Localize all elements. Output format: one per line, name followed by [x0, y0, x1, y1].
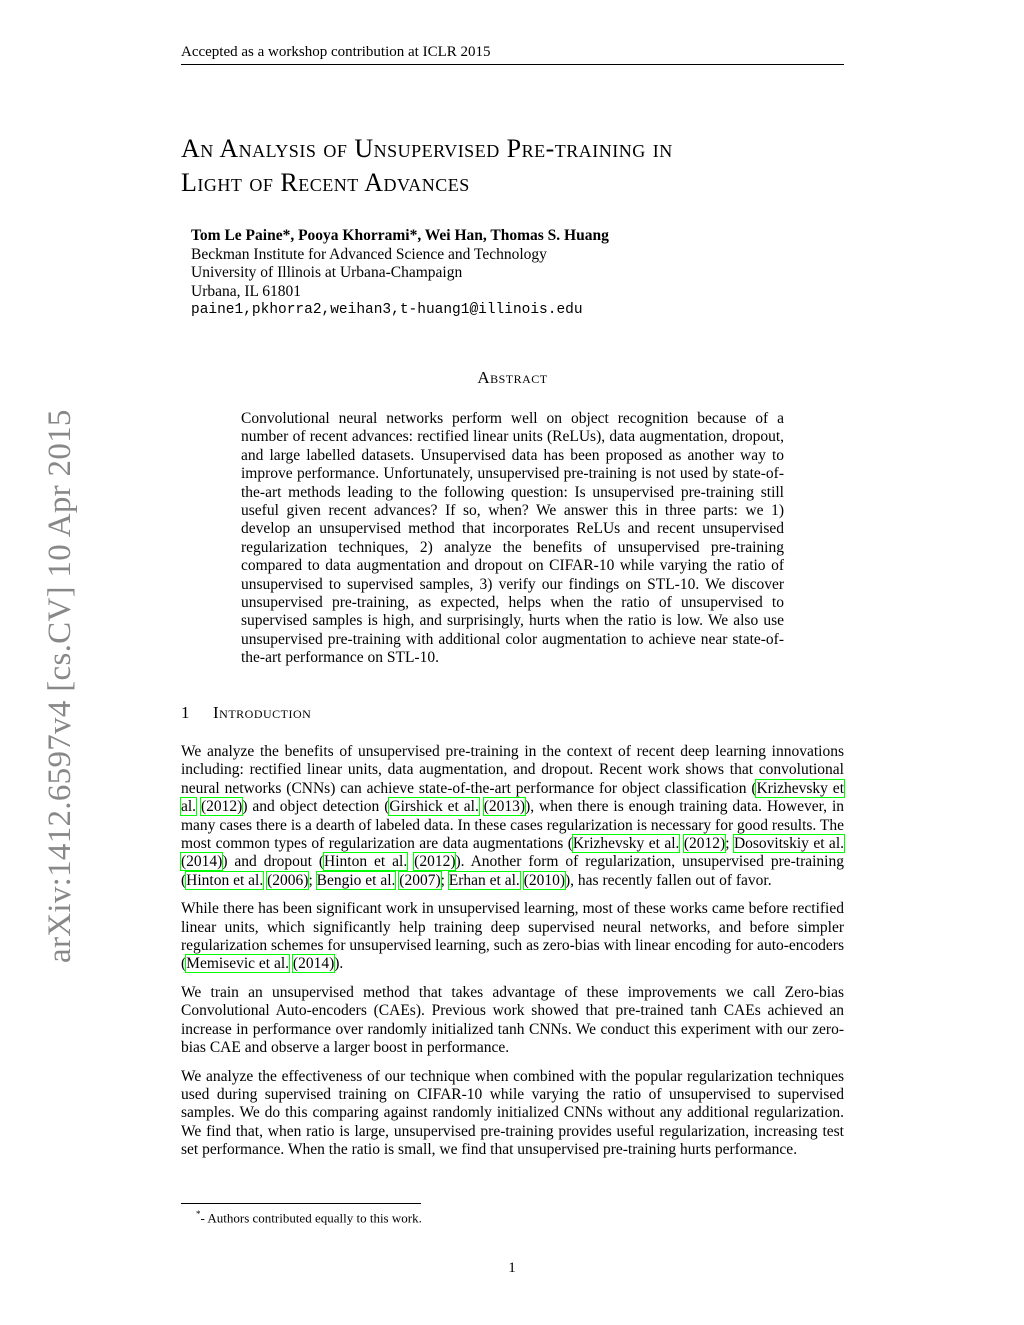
text-run: While there has been significant work in unsupervised learning, most of these works came before rectified linear units, which significantly help training deep supervised neural networks, and before simpler regularization schemes for unsupervised learning, such as zero-bias with linear encoding for auto-encoders ( — [181, 900, 844, 973]
text-run: ; — [308, 871, 317, 889]
text-run: ; — [440, 871, 449, 889]
section-number: 1 — [181, 703, 190, 722]
intro-paragraph-2 — [181, 900, 844, 974]
citation-year-link[interactable]: (2012) — [414, 853, 456, 871]
text-run: ), has recently fallen out of favor. — [565, 871, 772, 889]
abstract-text: Convolutional neural networks perform well on object recognition because of a number of recent advances: rectified linear units (ReLUs), data augmentation, dropout, and large labelled datasets. Unsupervised data has been proposed as another way to improve performance. Unfortunately, unsupervised pre-training is not used by state-of-the-art methods leading to the following question: Is unsupervised pre-training still useful given recent advances? If so, when? We answer this in three parts: we 1) develop an unsupervised method that incorporates ReLUs and recent unsupervised regularization techniques, 2) analyze the benefits of unsupervised pre-training compared to data augmentation and dropout on CIFAR-10 while varying the ratio of unsupervised to supervised samples, 3) verify our findings on STL-10. We discover unsupervised pre-training, as expected, helps when the ratio of unsupervised to supervised samples is high, and surprisingly, hurts when the ratio is low. We also use unsupervised pre-training with additional color augmentation to achieve near state-of-the-art performance on STL-10. — [241, 410, 784, 667]
arxiv-stamp: arXiv:1412.6597v4 [cs.CV] 10 Apr 2015 — [42, 409, 78, 963]
citation-link[interactable]: Bengio et al. — [316, 871, 396, 889]
abstract-heading: Abstract — [477, 368, 548, 387]
intro-paragraph-1 — [181, 743, 844, 890]
author-names: Tom Le Paine*, Pooya Khorrami*, Wei Han, Thomas S. Huang — [191, 227, 609, 244]
footnote-text: - Authors contributed equally to this work. — [200, 1210, 422, 1226]
introduction-body — [181, 743, 844, 1170]
title-line-2: Light of Recent Advances — [181, 168, 470, 197]
citation-year-link[interactable]: (2010) — [523, 871, 566, 889]
author-city: Urbana, IL 61801 — [191, 282, 302, 300]
author-university: University of Illinois at Urbana-Champaign — [191, 264, 463, 281]
paper-title — [181, 132, 844, 200]
text-run: ). Another form of regularization, unsupervised pre-training ( — [181, 853, 844, 889]
intro-paragraph-4: We analyze the effectiveness of our technique when combined with the popular regularization techniques used during supervised training on CIFAR-10 while varying the ratio of unsupervised to supervised samples. We do this comparing against randomly initialized CNNs without any additional regularization. We find that, when ratio is large, unsupervised pre-training provides useful regularization, increasing test set performance. When the ratio is small, we find that unsupervised pre-training hurts performance. — [181, 1067, 844, 1159]
citation-link[interactable]: Krizhevsky et al. — [572, 835, 680, 853]
page-number: 1 — [508, 1260, 516, 1276]
text-run: ). — [334, 955, 344, 973]
title-line-1: An Analysis of Unsupervised Pre-training in — [181, 134, 673, 163]
author-affiliation: Beckman Institute for Advanced Science and Technology — [191, 245, 547, 263]
citation-link[interactable]: Girshick et al. — [389, 798, 479, 816]
footnote-rule — [181, 1203, 421, 1204]
citation-year-link[interactable]: (2013) — [483, 798, 526, 816]
citation-link[interactable]: Memisevic et al. — [186, 955, 290, 973]
text-run: ) and object detection ( — [242, 798, 390, 816]
author-block — [191, 227, 831, 320]
footnote-mark: * — [196, 1209, 201, 1219]
text-run: ; — [725, 835, 734, 853]
citation-link[interactable]: Krizhevsky et al. — [181, 779, 844, 816]
citation-link[interactable]: Dosovitskiy et al. — [733, 835, 844, 853]
section-heading — [181, 703, 311, 723]
footnote — [196, 1209, 422, 1226]
citation-year-link[interactable]: (2012) — [200, 798, 243, 816]
text-run: ) and dropout ( — [222, 853, 325, 871]
intro-paragraph-3: We train an unsupervised method that takes advantage of these improvements we call Zero-bias Convolutional Auto-encoders (CAEs). Previous work showed that pre-trained tanh CAEs achieved an increase in performance over randomly initialized tanh CNNs. We conduct this experiment with our zero-bias CAE and observe a larger boost in performance. — [181, 983, 844, 1057]
text-run: We analyze the benefits of unsupervised pre-training in the context of recent deep learning innovations including: rectified linear units, data augmentation, and dropout. Recent work shows that convolutional neural networks (CNNs) can achieve state-of-the-art performance for object classification ( — [181, 743, 844, 797]
citation-link[interactable]: Hinton et al. — [186, 871, 264, 889]
citation-year-link[interactable]: (2007) — [399, 871, 441, 889]
section-title: Introduction — [213, 703, 312, 722]
text-run: ), when there is enough training data. However, in many cases there is a dearth of labeled data. In these cases regularization is necessary for good results. The most common types of regularization are data augmentations ( — [181, 798, 845, 853]
citation-year-link[interactable]: (2012) — [683, 835, 726, 853]
citation-year-link[interactable]: (2014) — [292, 955, 335, 973]
citation-year-link[interactable]: (2006) — [267, 871, 309, 889]
citation-year-link[interactable]: (2014) — [181, 853, 223, 871]
author-email: paine1,pkhorra2,weihan3,t-huang1@illinois.edu — [191, 302, 583, 318]
citation-link[interactable]: Hinton et al. — [324, 853, 408, 871]
citation-link[interactable]: Erhan et al. — [448, 871, 520, 889]
running-header: Accepted as a workshop contribution at ICLR 2015 — [181, 44, 844, 65]
